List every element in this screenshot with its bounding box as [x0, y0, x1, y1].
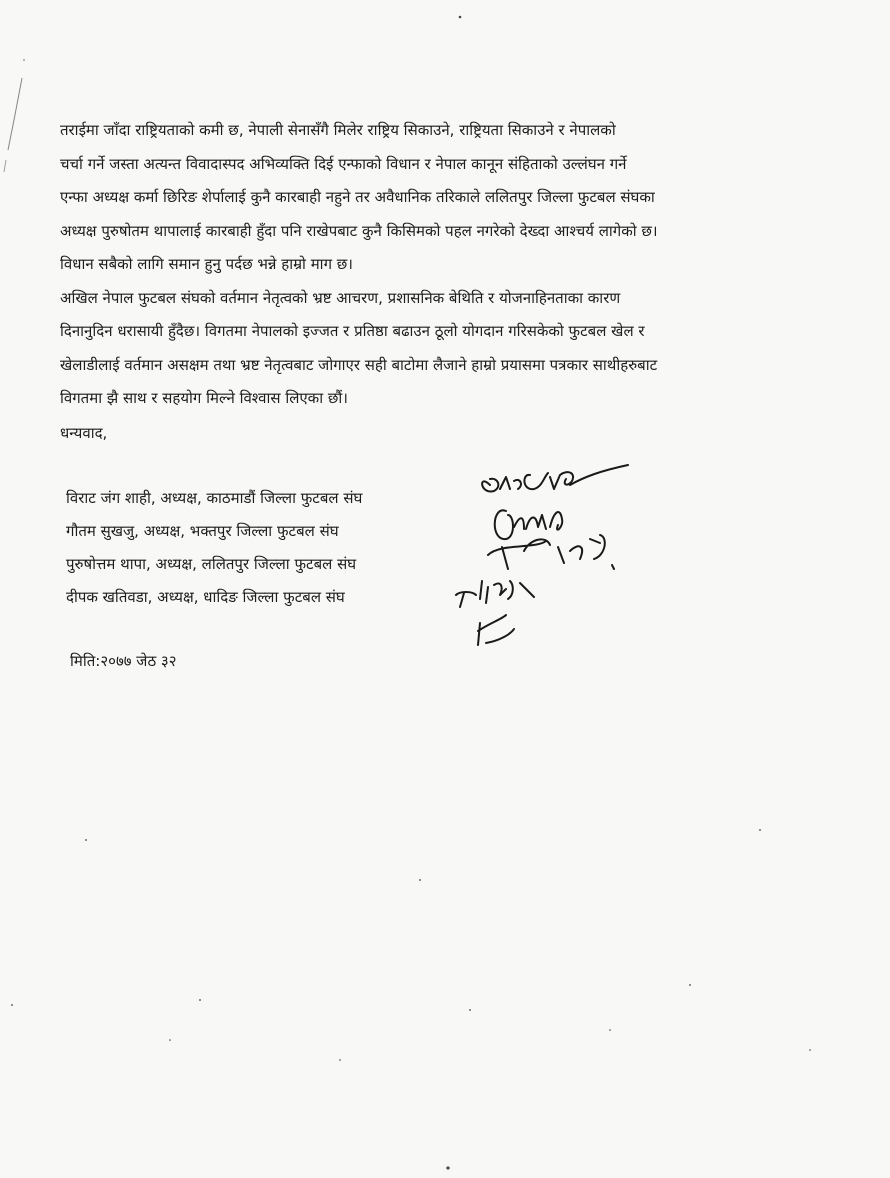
letter-date: मिति:२०७७ जेठ ३२	[70, 652, 177, 670]
signatory-row: गौतम सुखजु, अध्यक्ष, भक्तपुर जिल्ला फुटबल संघ	[66, 522, 339, 540]
signatory-row: दीपक खतिवडा, अध्यक्ष, धादिङ जिल्ला फुटबल संघ	[66, 588, 345, 606]
body-line: एन्फा अध्यक्ष कर्मा छिरिङ शेर्पालाई कुनै कारबाही नहुने तर अवैधानिक तरिकाले ललितपुर जिल्ला फुटबल संघका	[60, 188, 655, 206]
body-line: चर्चा गर्ने जस्ता अत्यन्त विवादास्पद अभिव्यक्ति दिई एन्फाको विधान र नेपाल कानून संहिताको उल्लंघन गर्ने	[60, 154, 627, 173]
body-line: खेलाडीलाई वर्तमान असक्षम तथा भ्रष्ट नेतृत्वबाट जोगाएर सही बाटोमा लैजाने हाम्रो प्रयासमा पत्रकार साथीहरुबाट	[60, 355, 658, 374]
body-line: दिनानुदिन धरासायी हुँदैछ। विगतमा नेपालको इज्जत र प्रतिष्ठा बढाउन ठूलो योगदान गरिसकेको फुटबल खेल र	[60, 322, 645, 340]
signatory-row: पुरुषोत्तम थापा, अध्यक्ष, ललितपुर जिल्ला फुटबल संघ	[66, 555, 357, 573]
closing-salutation: धन्यवाद,	[60, 424, 108, 442]
body-line: विगतमा झै साथ र सहयोग मिल्ने विश्वास लिएका छौं।	[60, 389, 348, 407]
body-line: अध्यक्ष पुरुषोतम थापालाई कारबाही हुँदा पनि राखेपबाट कुनै किसिमको पहल नगरेको देख्दा आश्चर्य लागेको छ।	[60, 221, 658, 240]
body-line: तराईमा जाँदा राष्ट्रियताको कमी छ, नेपाली सेनासँगै मिलेर राष्ट्रिय सिकाउने, राष्ट्रियता सिकाउने र नेपालको	[60, 121, 616, 139]
signatory-row: विराट जंग शाही, अध्यक्ष, काठमाडौं जिल्ला फुटबल संघ	[66, 489, 363, 507]
body-line: विधान सबैको लागि समान हुनु पर्दछ भन्ने हाम्रो माग छ।	[60, 255, 353, 273]
body-line: अखिल नेपाल फुटबल संघको वर्तमान नेतृत्वको भ्रष्ट आचरण, प्रशासनिक बेथिति र योजनाहिनताका कारण	[60, 288, 621, 307]
